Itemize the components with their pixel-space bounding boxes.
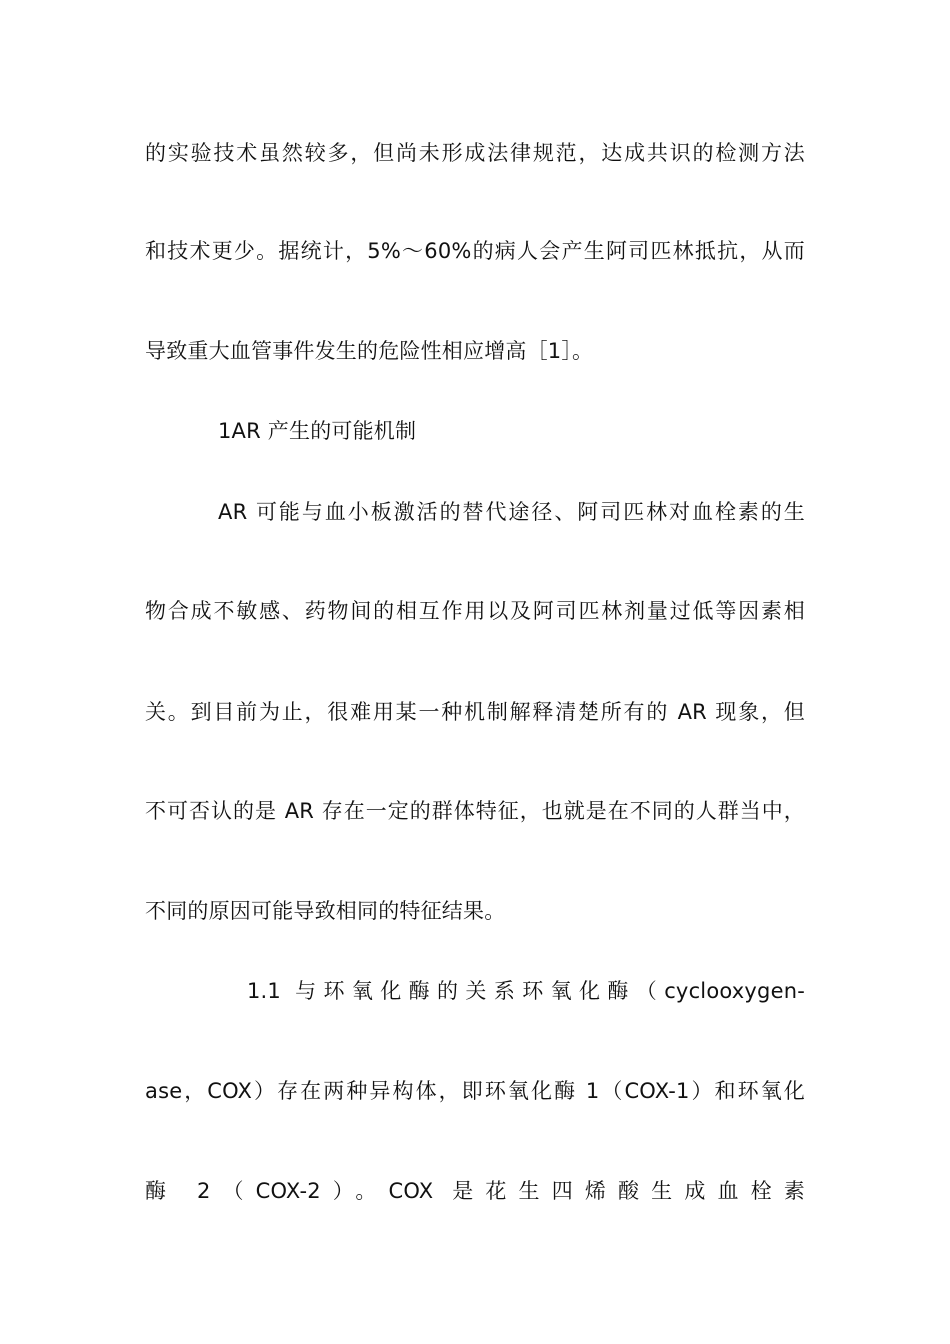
paragraph-line-9: 不同的原因可能导致相同的特征结果。 bbox=[145, 899, 506, 923]
paragraph-line-6: 物合成不敏感、药物间的相互作用以及阿司匹林剂量过低等因素相 bbox=[145, 599, 805, 623]
paragraph-line-1: 的实验技术虽然较多，但尚未形成法律规范，达成共识的检测方法 bbox=[145, 141, 805, 165]
subsection-line-3: 酶 2（COX-2）。COX 是花生四烯酸生成血栓素 bbox=[145, 1179, 805, 1203]
subsection-line-2: ase，COX）存在两种异构体，即环氧化酶 1（COX-1）和环氧化 bbox=[145, 1079, 805, 1103]
subsection-line-1: 1.1 与环氧化酶的关系环氧化酶（cyclooxygen- bbox=[247, 979, 805, 1003]
paragraph-line-5: AR 可能与血小板激活的替代途径、阿司匹林对血栓素的生 bbox=[218, 500, 805, 524]
paragraph-line-2: 和技术更少。据统计，5%～60%的病人会产生阿司匹林抵抗，从而 bbox=[145, 239, 805, 263]
paragraph-line-8: 不可否认的是 AR 存在一定的群体特征，也就是在不同的人群当中， bbox=[145, 799, 805, 823]
paragraph-line-3: 导致重大血管事件发生的危险性相应增高［1］。 bbox=[145, 339, 594, 363]
section-heading: 1AR 产生的可能机制 bbox=[218, 419, 417, 443]
paragraph-line-7: 关。到目前为止，很难用某一种机制解释清楚所有的 AR 现象，但 bbox=[145, 700, 805, 724]
